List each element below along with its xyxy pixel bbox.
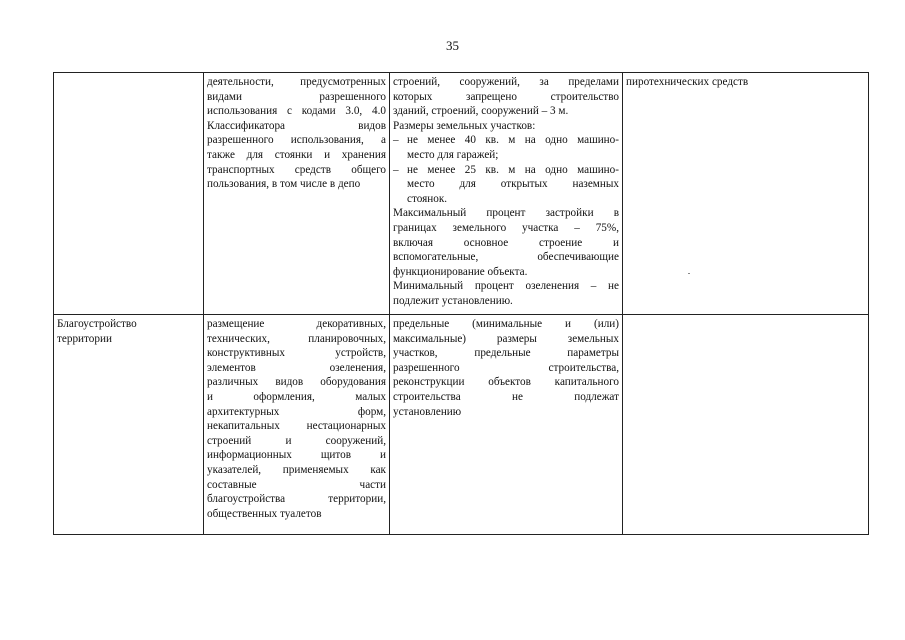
list-item: – не менее 40 кв. м на одно машино- место для гаражей; [393,134,619,161]
scan-speck [688,273,690,274]
page-number: 35 [446,38,459,53]
parameters-cell: строений, сооружений, за пределами которых запрещено строительство зданий, строений, сооружений – 3 м. Размеры земельных участков: – не менее 40 кв. м на одно машино- место для гаражей; – не менее 25 кв. м на одно машино- место для открытых наземных стоянок. Максимальный процент застройки в границах земельного участка – 75%, включая основное строение и вспомогательные, обеспечивающие функционирование объекта. Минимальный процент озеленения – не подлежит установлению. [390,73,623,315]
type-of-use-cell: Благоустройство территории [54,315,204,535]
table-row [54,73,869,315]
description-cell: деятельности, предусмотренных видами разрешенного использования с кодами 3.0, 4.0 Классификатора видов разрешенного использования, а также для стоянки и хранения транспортных средств общего пользования, в том числе в депо [204,73,390,315]
sizes-label: Размеры земельных участков: [393,119,536,132]
list-item: – не менее 25 кв. м на одно машино- место для открытых наземных стоянок. [393,163,619,205]
regulations-table [53,72,869,535]
description-cell: размещение декоративных, технических, планировочных, конструктивных устройств, элементов озеленения, различных видов оборудования и оформления, малых архитектурных форм, некапитальных нестационарных строений и сооружений, информационных щитов и указателей, применяемых как составные части благоустройства территории, общественных туалетов [204,315,390,535]
restrictions-cell [623,315,869,535]
table-row [54,315,869,535]
parameters-cell: предельные (минимальные и (или) максимальные) размеры земельных участков, предельные параметры разрешенного строительства, реконструкции объектов капитального строительства не подлежат установлению [390,315,623,535]
type-of-use-cell [54,73,204,315]
restrictions-cell: пиротехнических средств [623,73,869,315]
